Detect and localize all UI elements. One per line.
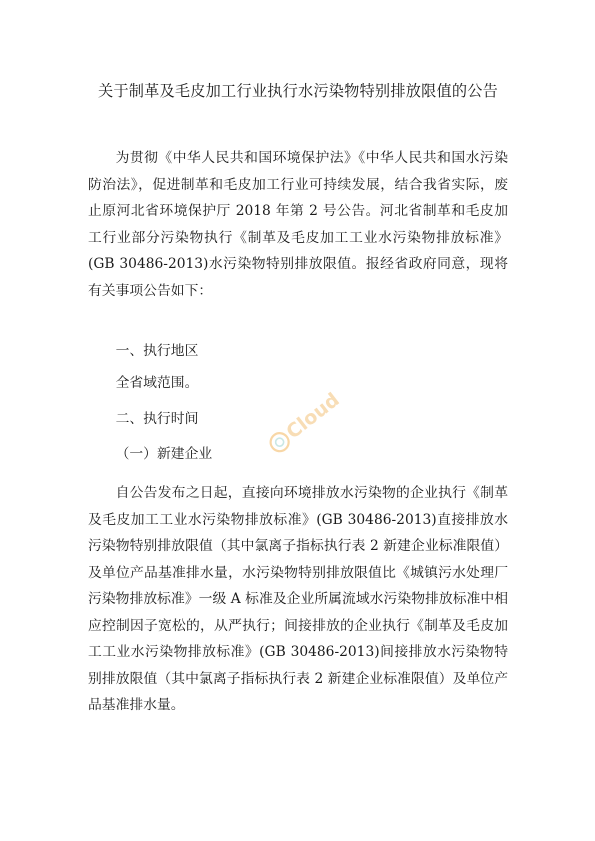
watermark-text: Cloud <box>282 388 344 444</box>
section-1-text: 全省域范围。 <box>115 375 199 391</box>
section-2-heading: 二、执行时间 <box>115 411 199 427</box>
cloud-logo-icon <box>258 380 358 460</box>
document-title: 关于制革及毛皮加工行业执行水污染物特别排放限值的公告 <box>97 82 499 100</box>
subsection-1-heading: （一）新建企业 <box>115 446 213 462</box>
intro-paragraph: 为贯彻《中华人民共和国环境保护法》《中华人民共和国水污染防治法》，促进制革和毛皮加工行业可持续发展，结合我省实际，废止原河北省环境保护厅 2018 年第 2 号公告。河北省制革和毛皮加工行业部分污染物执行《制革及毛皮加工工业水污染物排放标准》(GB 30486-2013)水污染物特别排放限值。报经省政府同意，现将有关事项公告如下： <box>88 150 508 299</box>
section-1-heading: 一、执行地区 <box>115 343 199 359</box>
new-enterprise-paragraph: 自公告发布之日起，直接向环境排放水污染物的企业执行《制革及毛皮加工工业水污染物排放标准》(GB 30486-2013)直接排放水污染物特别排放限值（其中氯离子指标执行表 2 新建企业标准限值）及单位产品基准排水量，水污染物特别排放限值比《城镇污水处理厂污染物排放标准》一级 A 标准及企业所属流域水污染物排放标准中相应控制因子宽松的，从严执行；间接排放的企业执行《制革及毛皮加工工业水污染物排放标准》(GB 30486-2013)间接排放水污染物特别排放限值（其中氯离子指标执行表 2 新建企业标准限值）及单位产品基准排水量。 <box>88 485 508 713</box>
